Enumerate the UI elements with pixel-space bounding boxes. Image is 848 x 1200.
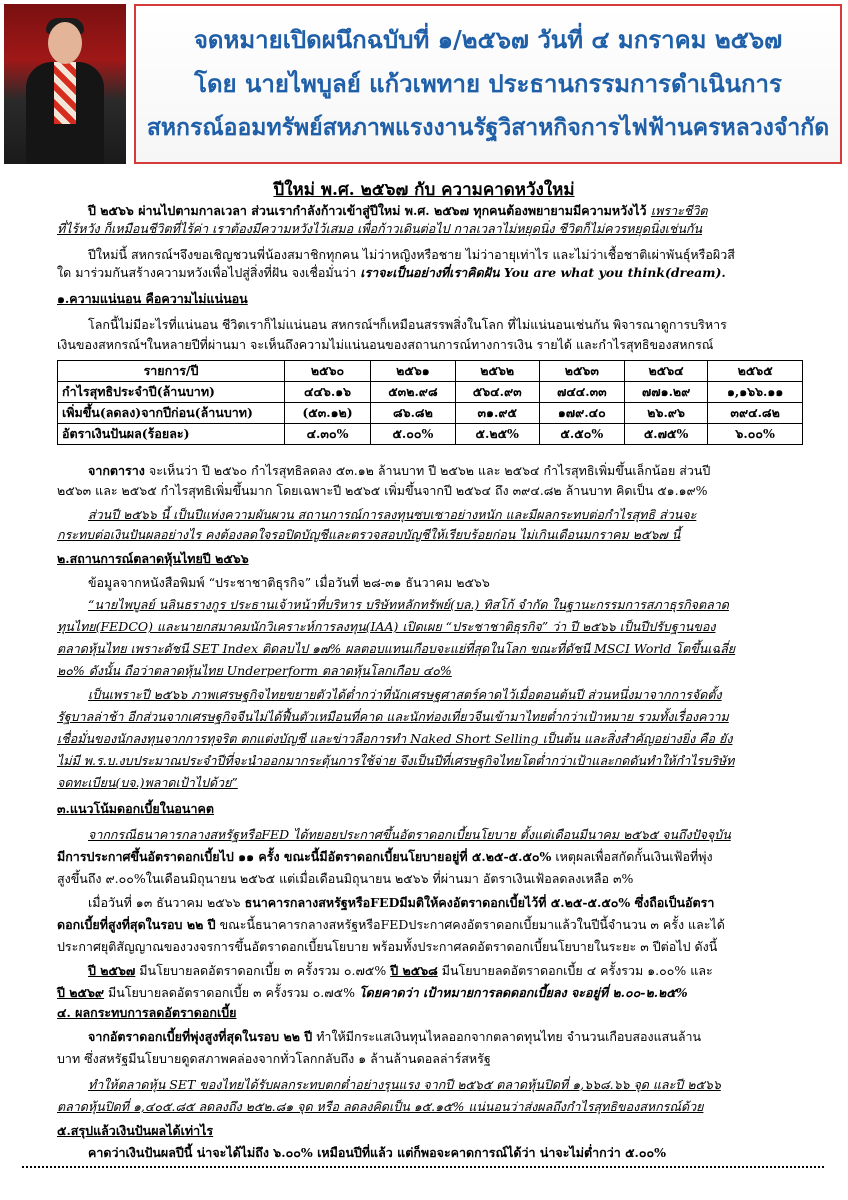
table-cell: ๕.๕๐% (539, 424, 624, 445)
after-table-line-1: จากตาราง จะเห็นว่า ปี ๒๕๖๐ กำไรสุทธิลดลง ๕๓.๑๒ ล้านบาท ปี ๒๕๖๒ และ ๒๕๖๔ กำไรสุทธิเพิ่มขึ้นเล็กน้อย ส่วนปี (88, 463, 711, 478)
table-cell: (๕๓.๑๒) (285, 403, 371, 424)
table-cell: ๒๖.๙๖ (624, 403, 707, 424)
section-4-heading: ๔. ผลกระทบการลดอัตราดอกเบี้ย (57, 1005, 237, 1020)
after-table-line-2: ๒๕๖๓ และ ๒๕๖๕ กำไรสุทธิเพิ่มขึ้นมาก โดยเฉพาะปี ๒๕๖๕ เพิ่มขึ้นจากปี ๒๕๖๔ ถึง ๓๙๔.๘๒ ล้านบาท คิดเป็น ๕๑.๑๙% (57, 483, 708, 498)
intro-line-4: ใด มาร่วมกันสร้างความหวังเพื่อไปสู่สิ่งที่ฝัน จงเชื่อมั่นว่า เราจะเป็นอย่างที่เราคิดฝัน You are what you think(dream). (57, 265, 726, 280)
cooperative-name: สหกรณ์ออมทรัพย์สหภาพแรงงานรัฐวิสาหกิจการไฟฟ้านครหลวงจำกัด (146, 114, 830, 141)
table-cell: ๕๖๔.๙๓ (455, 382, 539, 403)
table-header-cell: ๒๕๖๔ (624, 361, 707, 382)
quote-line-3: ตลาดหุ้นไทย เพราะดัชนี SET Index ติดลบไป ๑๗% ผลตอบแทนเกือบจะแย่ที่สุดในโลก ขณะที่ดัชนี MSCI World โตขึ้นเฉลี่ย (57, 641, 736, 656)
letter-header (4, 4, 842, 164)
section-4-line-1: จากอัตราดอกเบี้ยที่พุ่งสูงที่สุดในรอบ ๒๒ ปี ทำให้มีกระแสเงินทุนไหลออกจากตลาดทุนไทย จำนวนเกือบสองแสนล้าน (88, 1029, 702, 1044)
table-header-row (58, 361, 803, 382)
table-cell: เพิ่มขึ้น(ลดลง)จากปีก่อน(ล้านบาท) (58, 403, 285, 424)
section-3-line-6: ประกาศยุติสัญญาณของวงจรการขึ้นอัตราดอกเบี้ยนโยบาย พร้อมทั้งประกาศลดอัตราดอกเบี้ยนโยบายในระยะ ๓ ปีต่อไป ดังนี้ (57, 939, 718, 954)
table-header-cell: ๒๕๖๓ (539, 361, 624, 382)
table-cell: ๕.๗๕% (624, 424, 707, 445)
quote-line-1: “นายไพบูลย์ นลินธรางกูร ประธานเจ้าหน้าที่บริหาร บริษัทหลักทรัพย์(บล.) ทิสโก้ จำกัด ในฐานะกรรมการสภาธุรกิจตลาด (88, 597, 729, 612)
section-1-line-2: เงินของสหกรณ์ฯในหลายปีที่ผ่านมา จะเห็นถึงความไม่แน่นอนของสถานการณ์ทางการเงิน รายได้ และกำไรสุทธิของสหกรณ์ (57, 337, 714, 352)
table-header-cell: ๒๕๖๒ (455, 361, 539, 382)
section-3-line-7: ปี ๒๕๖๗ มีนโยบายลดอัตราดอกเบี้ย ๓ ครั้งรวม ๐.๗๕% ปี ๒๕๖๘ มีนโยบายลดอัตราดอกเบี้ย ๔ ครั้งรวม ๑.๐๐% และ (88, 963, 713, 978)
chairman-photo (4, 4, 126, 164)
section-3-line-8: ปี ๒๕๖๙ มีนโยบายลดอัตราดอกเบี้ย ๓ ครั้งรวม ๐.๗๕% โดยคาดว่า เป้าหมายการลดดอกเบี้ยลง จะอยู่ที่ ๒.๐๐-๒.๒๕% (57, 985, 688, 1000)
author-line: โดย นายไพบูลย์ แก้วเพทาย ประธานกรรมการดำเนินการ (194, 69, 782, 98)
table-cell: ๓๙๔.๘๒ (708, 403, 803, 424)
quote-line-6: รัฐบาลล่าช้า อีกส่วนจากเศรษฐกิจจีนไม่ได้ฟื้นตัวเหมือนที่คาด และนักท่องเที่ยวจีนเข้ามาไทยต่ำกว่าเป้าหมาย รวมทั้งเรื่องความ (57, 709, 729, 724)
section-3-line-1: จากกรณีธนาคารกลางสหรัฐหรือFED ได้ทยอยประกาศขึ้นอัตราดอกเบี้ยนโยบาย ตั้งแต่เดือนมีนาคม ๒๕๖๕ จนถึงปัจจุบัน (88, 827, 731, 842)
table-cell: ๖.๐๐% (708, 424, 803, 445)
table-header-cell: รายการ/ปี (58, 361, 285, 382)
section-4-line-2: บาท ซึ่งสหรัฐมีนโยบายดูดสภาพคล่องจากทั่วโลกกลับถึง ๑ ล้านล้านดอลล่าร์สหรัฐ (57, 1051, 491, 1066)
table-cell: ๕๓๒.๙๘ (371, 382, 456, 403)
after-table-line-3: ส่วนปี ๒๕๖๖ นี้ เป็นปีแห่งความผันผวน สถานการณ์การลงทุนซบเซาอย่างหนัก และมีผลกระทบต่อกำไรสุทธิ ส่วนจะ (88, 507, 697, 522)
table-cell: ๗๔๔.๓๓ (539, 382, 624, 403)
section-3-line-2: มีการประกาศขึ้นอัตราดอกเบี้ยไป ๑๑ ครั้ง ขณะนี้มีอัตราดอกเบี้ยนโยบายอยู่ที่ ๕.๒๕-๕.๕๐% เหตุผลเพื่อสกัดกั้นเงินเฟ้อที่พุ่ง (57, 849, 713, 864)
table-cell: ๕.๐๐% (371, 424, 456, 445)
intro-line-3: ปีใหม่นี้ สหกรณ์ฯจึงขอเชิญชวนพี่น้องสมาชิกทุกคน ไม่ว่าหญิงหรือชาย ไม่ว่าอายุเท่าไร และไม่ว่าเชื้อชาติเผ่าพันธุ์หรือผิวสี (88, 247, 735, 262)
section-3-line-3: สูงขึ้นถึง ๙.๐๐%ในเดือนมิถุนายน ๒๕๖๕ แต่เมื่อเดือนมิถุนายน ๒๕๖๖ ที่ผ่านมา อัตราเงินเฟ้อลดลงเหลือ ๓% (57, 871, 634, 886)
quote-line-5: เป็นเพราะปี ๒๕๖๖ ภาพเศรษฐกิจไทยขยายตัวได้ต่ำกว่าที่นักเศรษฐศาสตร์คาดไว้เมื่อตอนต้นปี ส่วนหนึ่งมาจากการจัดตั้ง (88, 687, 722, 702)
quote-line-8: ไม่มี พ.ร.บ.งบประมาณประจำปีที่จะนำออกมากระตุ้นการใช้จ่าย จึงเป็นปีที่เศรษฐกิจไทยโตต่ำกว่าเป้าและกดดันทำให้กำไรบริษัท (57, 753, 735, 768)
profit-table (57, 360, 803, 445)
section-3-line-5: ดอกเบี้ยที่สูงที่สุดในรอบ ๒๒ ปี ขณะนี้ธนาคารกลางสหรัฐหรือFEDประกาศคงอัตราดอกเบี้ยมาแล้วในปีนี้จำนวน ๓ ครั้ง และได้ (57, 917, 725, 932)
section-2-heading: ๒.สถานการณ์ตลาดหุ้นไทยปี ๒๕๖๖ (57, 551, 249, 566)
table-cell: ๕.๒๕% (455, 424, 539, 445)
table-cell: ๑๗๙.๔๐ (539, 403, 624, 424)
header-banner (134, 4, 842, 164)
section-5-heading: ๕.สรุปแล้วเงินปันผลได้เท่าไร (57, 1123, 214, 1138)
table-header-cell: ๒๕๖๑ (371, 361, 456, 382)
table-cell: อัตราเงินปันผล(ร้อยละ) (58, 424, 285, 445)
section-1-heading: ๑.ความแน่นอน คือความไม่แน่นอน (57, 291, 248, 306)
section-3-line-4: เมื่อวันที่ ๑๓ ธันวาคม ๒๕๖๖ ธนาคารกลางสหรัฐหรือFEDมีมติให้คงอัตราดอกเบี้ยไว้ที่ ๕.๒๕-๕.๕๐% ซึ่งถือเป็นอัตรา (88, 895, 715, 910)
table-cell: ๑,๑๖๖.๑๑ (708, 382, 803, 403)
section-1-line-1: โลกนี้ไม่มีอะไรที่แน่นอน ชีวิตเราก็ไม่แน่นอน สหกรณ์ฯก็เหมือนสรรพสิ่งในโลก ที่ไม่แน่นอนเช่นกัน พิจารณาดูการบริหาร (88, 317, 727, 332)
table-cell: ๘๖.๘๒ (371, 403, 456, 424)
quote-line-9: จดทะเบียน(บจ.)พลาดเป้าไปด้วย” (57, 775, 238, 790)
section-3-heading: ๓.แนวโน้มดอกเบี้ยในอนาคต (57, 801, 214, 816)
table-cell: ๓๑.๙๕ (455, 403, 539, 424)
table-cell: ๗๗๑.๒๙ (624, 382, 707, 403)
quote-line-4: ๒๐% ดังนั้น ถือว่าตลาดหุ้นไทย Underperform ตลาดหุ้นโลกเกือบ ๔๐% (57, 663, 452, 678)
table-row (58, 403, 803, 424)
page-title: ปีใหม่ พ.ศ. ๒๕๖๗ กับ ความคาดหวังใหม่ (273, 180, 575, 200)
section-2-source: ข้อมูลจากหนังสือพิมพ์ “ประชาชาติธุรกิจ” เมื่อวันที่ ๒๘-๓๑ ธันวาคม ๒๕๖๖ (88, 575, 490, 590)
section-5-line-1: คาดว่าเงินปันผลปีนี้ น่าจะได้ไม่ถึง ๖.๐๐% เหมือนปีที่แล้ว แต่ก็พอจะคาดการณ์ได้ว่า น่าจะไม่ต่ำกว่า ๕.๐๐% (88, 1145, 667, 1160)
section-4-line-4: ตลาดหุ้นปิดที่ ๑,๔๐๕.๘๕ ลดลงถึง ๒๕๒.๘๑ จุด หรือ ลดลงคิดเป็น ๑๕.๑๕% แน่นอนว่าส่งผลถึงกำไรสุทธิของสหกรณ์ด้วย (57, 1099, 704, 1114)
table-row (58, 382, 803, 403)
letter-number-date: จดหมายเปิดผนึกฉบับที่ ๑/๒๕๖๗ วันที่ ๔ มกราคม ๒๕๖๗ (193, 25, 783, 54)
table-cell: ๔๔๖.๑๖ (285, 382, 371, 403)
table-row (58, 424, 803, 445)
quote-line-2: ทุนไทย(FEDCO) และนายกสมาคมนักวิเคราะห์การลงทุน(IAA) เปิดเผย “ประชาชาติธุรกิจ” ว่า ปี ๒๕๖๖ เป็นปีปรับฐานของ (57, 619, 716, 634)
table-header-cell: ๒๕๖๕ (708, 361, 803, 382)
quote-line-7: เชื่อมั่นของนักลงทุนจากการทุจริต ตกแต่งบัญชี และข่าวลือการทำ Naked Short Selling เป็นต้น และสิ่งสำคัญอย่างยิ่ง คือ ยัง (57, 731, 733, 746)
intro-line-2: ที่ไร้หวัง ก็เหมือนชีวิตที่ไร้ค่า เราต้องมีความหวังไว้เสมอ เพื่อก้าวเดินต่อไป กาลเวลาไม่หยุดนิ่ง ชีวิตก็ไม่ควรหยุดนิ่งเช่นกัน (57, 221, 703, 236)
after-table-line-4: กระทบต่อเงินปันผลอย่างไร คงต้องลดใจรอปิดบัญชีและตรวจสอบบัญชีให้เรียบร้อยก่อน ไม่เกินเดือนมกราคม ๒๕๖๗ นี้ (57, 527, 681, 542)
dotted-divider (22, 1166, 824, 1168)
intro-line-1: ปี ๒๕๖๖ ผ่านไปตามกาลเวลา ส่วนเรากำลังก้าวเข้าสู่ปีใหม่ พ.ศ. ๒๕๖๗ ทุกคนต้องพยายามมีความหวังไว้ เพราะชีวิต (88, 203, 708, 218)
table-cell: ๔.๓๐% (285, 424, 371, 445)
table-header-cell: ๒๕๖๐ (285, 361, 371, 382)
table-cell: กำไรสุทธิประจำปี(ล้านบาท) (58, 382, 285, 403)
section-4-line-3: ทำให้ตลาดหุ้น SET ของไทยได้รับผลกระทบตกต่ำอย่างรุนแรง จากปี ๒๕๖๕ ตลาดหุ้นปิดที่ ๑,๖๖๘.๖๖ จุด และปี ๒๕๖๖ (88, 1077, 721, 1092)
